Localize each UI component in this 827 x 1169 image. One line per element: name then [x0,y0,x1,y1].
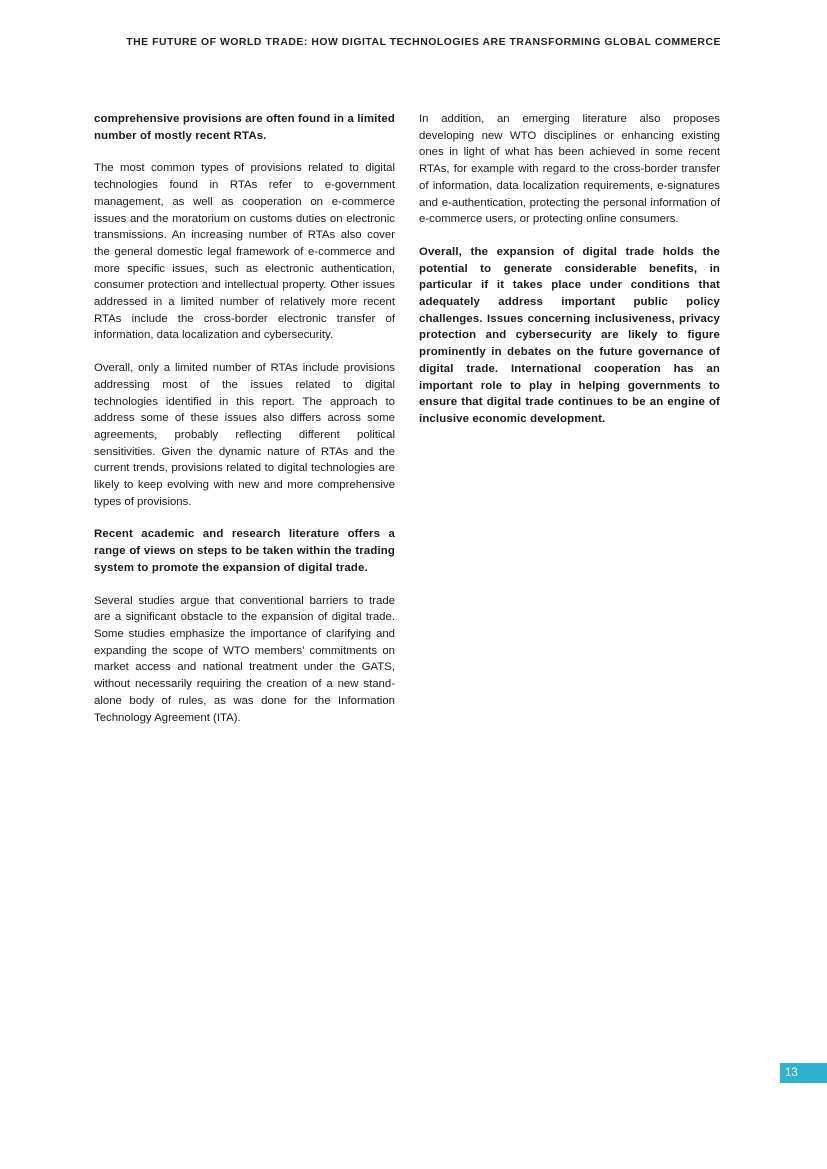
running-header: THE FUTURE OF WORLD TRADE: HOW DIGITAL TECHNOLOGIES ARE TRANSFORMING GLOBAL COMMERCE [126,37,721,48]
body-paragraph-bold: Recent academic and research literature offers a range of views on steps to be taken within the trading system to promote the expansion of digital trade. [94,528,395,574]
body-paragraph: Several studies argue that conventional barriers to trade are a significant obstacle to the expansion of digital trade. Some studies emphasize the importance of clarifying and expanding the scope of WTO members’ commitments on market access and national treatment under the GATS, without necessarily requiring the creation of a new stand-alone body of rules, as was done for the Information Technology Agreement (ITA). [94,594,395,724]
page-number-badge: 13 [780,1063,827,1083]
left-column [94,111,395,742]
body-paragraph-bold: comprehensive provisions are often found in a limited number of mostly recent RTAs. [94,113,395,142]
body-paragraph: Overall, only a limited number of RTAs include provisions addressing most of the issues related to digital technologies identified in this report. The approach to address some of these issues also differs across some agreements, probably reflecting different political sensitivities. Given the dynamic nature of RTAs and the current trends, provisions related to digital technologies are likely to keep evolving with new and more comprehensive types of provisions. [94,362,395,508]
body-paragraph-bold: Overall, the expansion of digital trade holds the potential to generate considerable benefits, in particular if it takes place under conditions that adequately address important public policy challenges. Issues concerning inclusiveness, privacy protection and cybersecurity are likely to figure prominently in debates on the future governance of digital trade. International cooperation has an important role to play in helping governments to ensure that digital trade continues to be an engine of inclusive economic development. [419,245,720,425]
body-paragraph: In addition, an emerging literature also proposes developing new WTO disciplines or enhancing existing ones in light of what has been achieved in some recent RTAs, for example with regard to the cross-border transfer of information, data localization requirements, e-signatures and e-authentication, protecting the personal information of e-commerce users, or protecting online consumers. [419,113,720,226]
body-paragraph: The most common types of provisions related to digital technologies found in RTAs refer to e-government management, as well as cooperation on e-commerce issues and the moratorium on customs duties on electronic transmissions. An increasing number of RTAs also cover the general domestic legal framework of e-commerce and more specific issues, such as electronic authentication, consumer protection and intellectual property. Other issues addressed in a limited number of relatively more recent RTAs include the cross-border electronic transfer of information, data localization and cybersecurity. [94,162,395,342]
right-column [419,111,720,444]
